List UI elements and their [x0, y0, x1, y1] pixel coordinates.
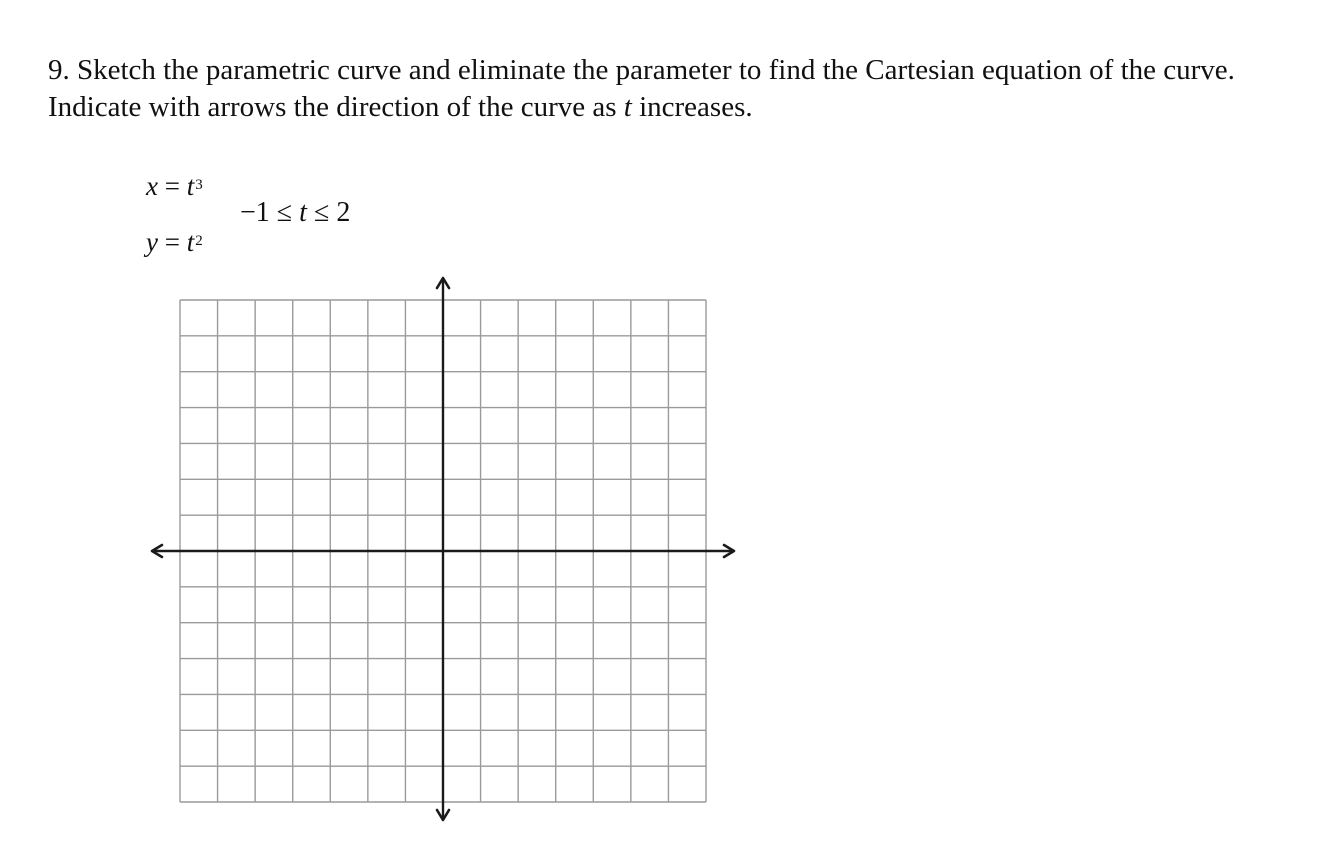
- equation-x: [146, 173, 203, 200]
- equation-y-base: t: [186, 227, 195, 257]
- equation-x-base: t: [186, 171, 195, 201]
- problem-number: 9.: [48, 54, 70, 86]
- range-leq-2: ≤: [306, 197, 337, 228]
- problem-text-part1: Sketch the parametric curve and eliminate the parameter to find the Cartesian equation of the curve. Indicate with arrows the direction of the curve as: [48, 54, 1235, 123]
- range-high: 2: [336, 197, 351, 228]
- coordinate-grid: [140, 266, 740, 836]
- equation-x-rel: =: [157, 171, 187, 201]
- equation-y-rel: =: [157, 227, 187, 257]
- range-leq-1: ≤: [269, 197, 300, 228]
- equation-y: [146, 229, 203, 256]
- equation-x-lhs: x: [146, 171, 158, 201]
- range-variable: t: [299, 197, 307, 228]
- problem-statement: [48, 52, 1298, 126]
- parameter-range: [240, 199, 350, 227]
- problem-variable: t: [623, 91, 632, 123]
- graph-paper: [140, 266, 740, 836]
- equation-y-lhs: y: [146, 227, 158, 257]
- problem-text-part2: increases.: [631, 91, 753, 123]
- equation-x-exponent: 3: [195, 177, 203, 193]
- range-low: −1: [240, 197, 270, 228]
- equation-y-exponent: 2: [195, 233, 203, 249]
